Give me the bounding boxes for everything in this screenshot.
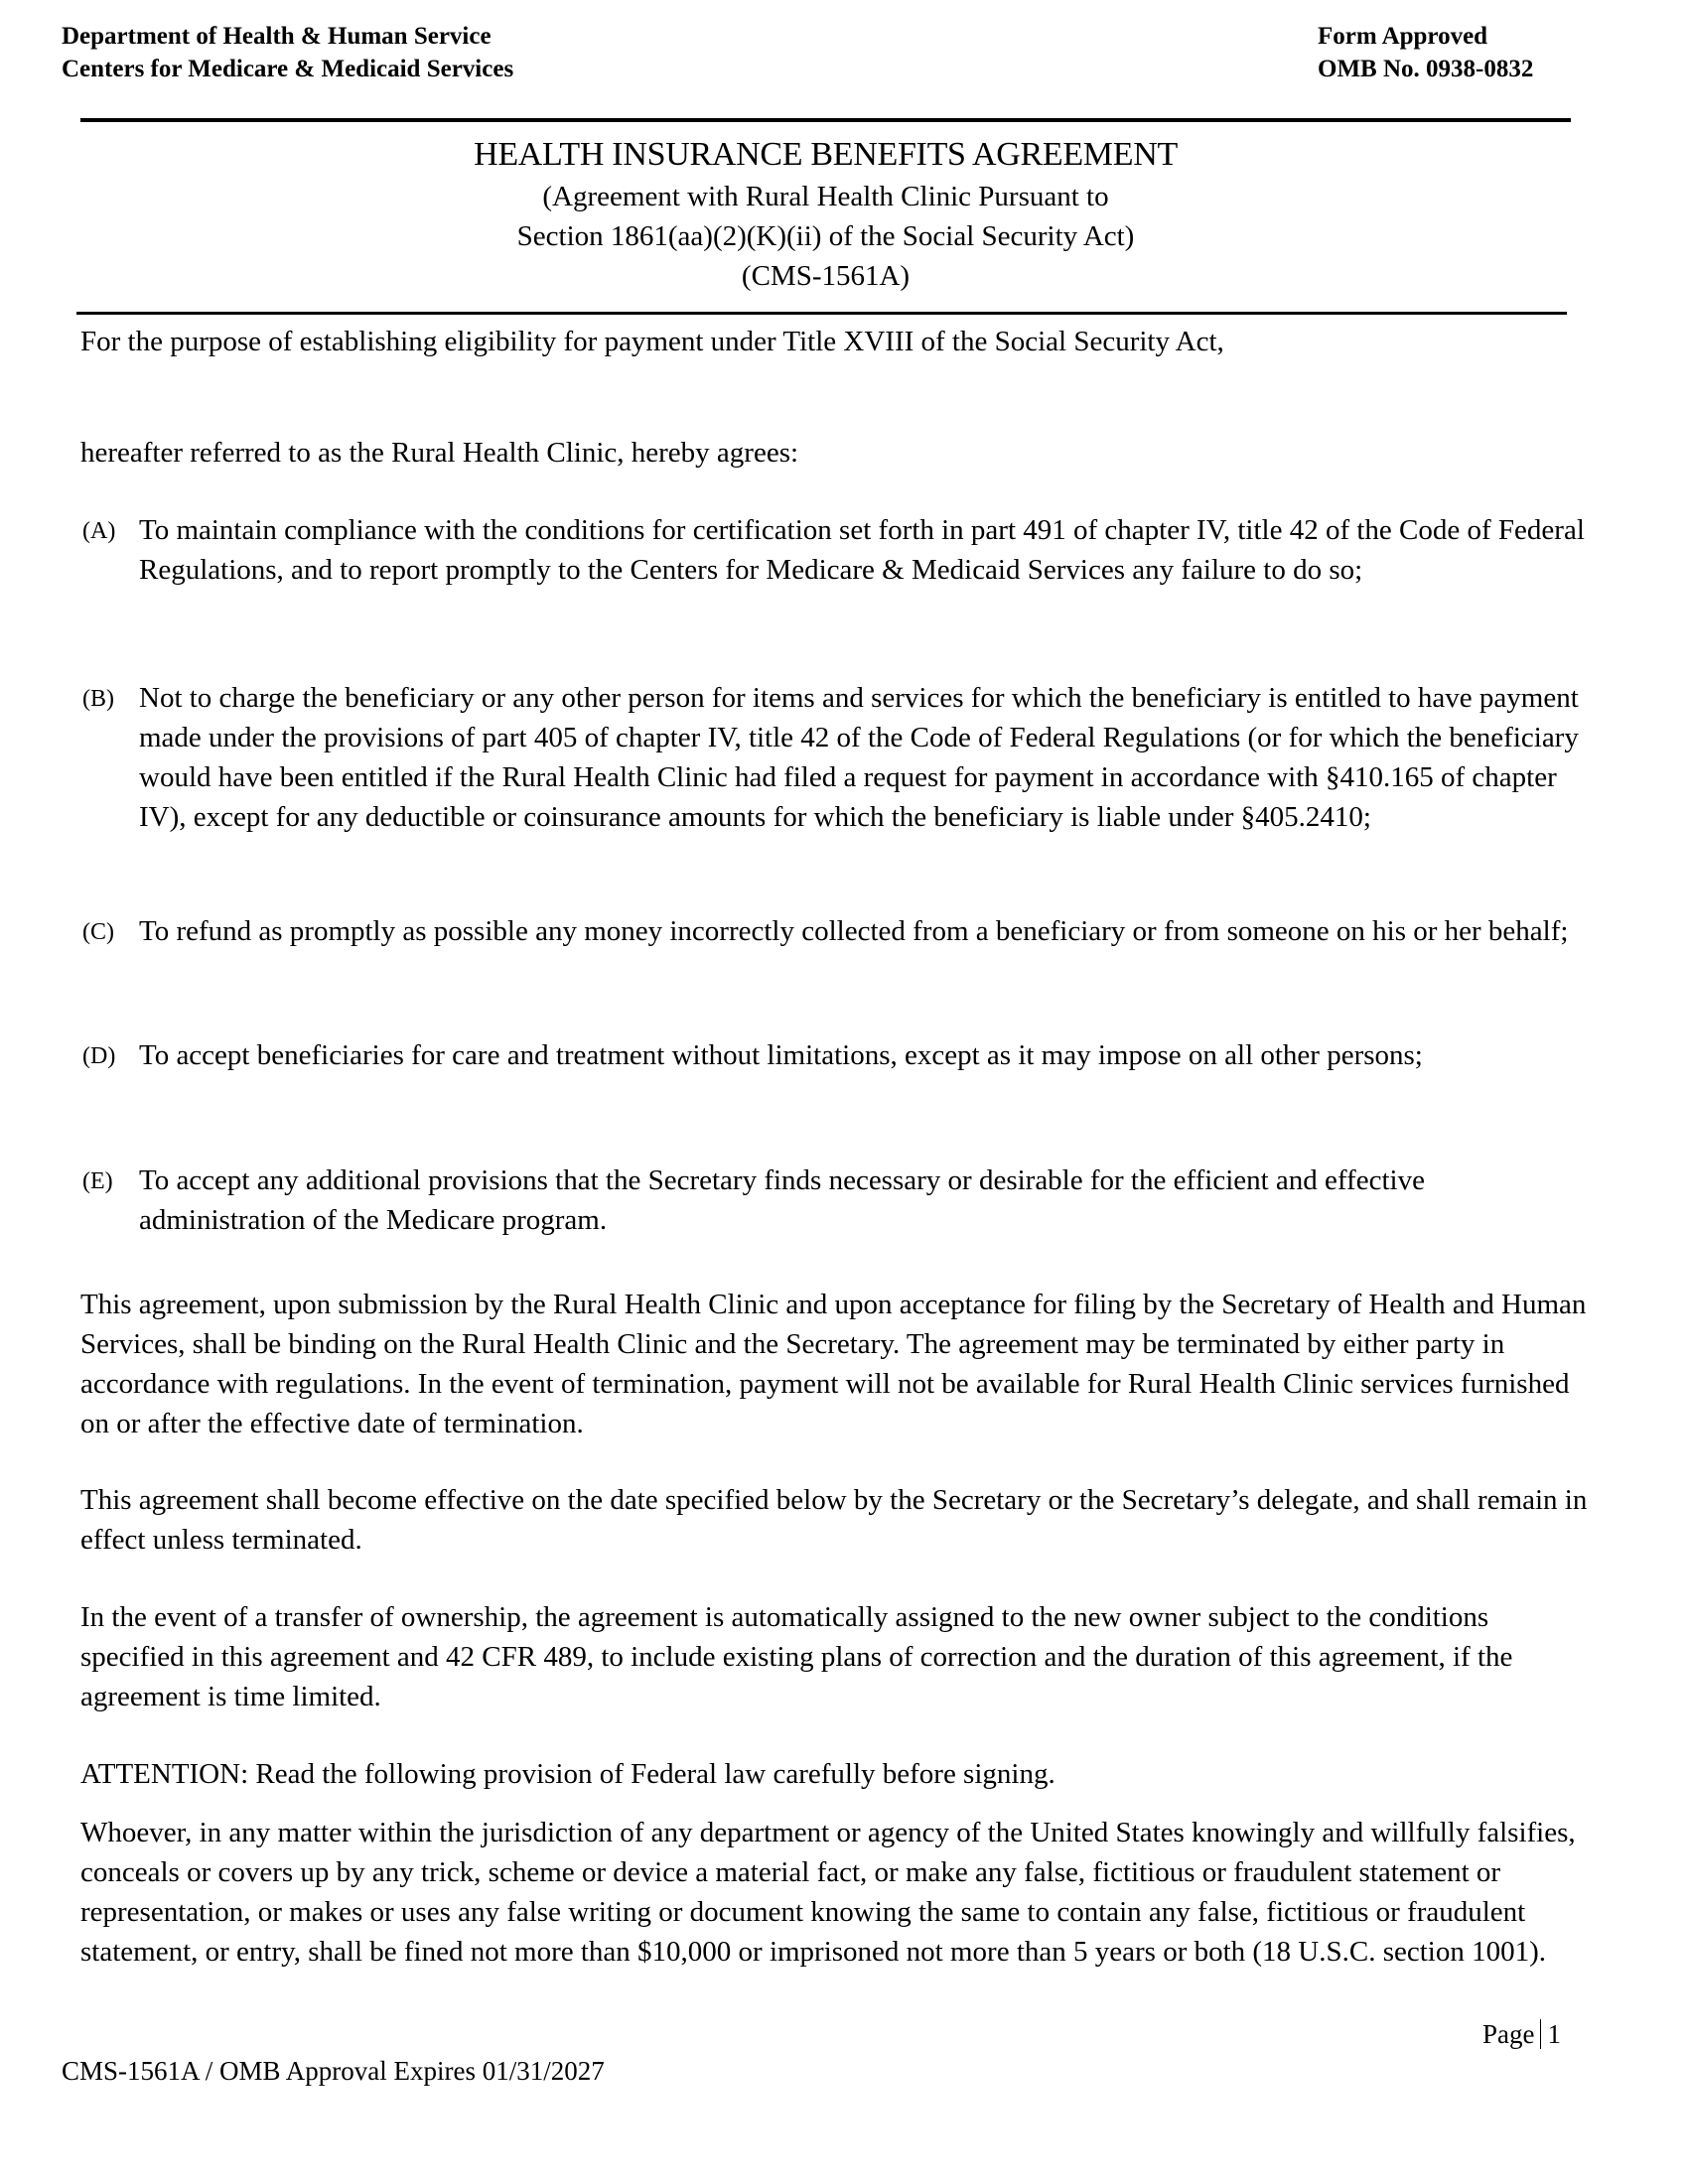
provision-marker: (B) — [82, 686, 114, 712]
agency-line-2: Centers for Medicare & Medicaid Services — [62, 56, 514, 82]
form-expiry-footer: CMS-1561A / OMB Approval Expires 01/31/2027 — [62, 2056, 605, 2086]
provision-marker: (D) — [82, 1043, 116, 1069]
document-subtitle-line-1: (Agreement with Rural Health Clinic Pursuant to — [542, 181, 1109, 212]
document-subtitle-line-2: Section 1861(aa)(2)(K)(ii) of the Social Security Act) — [516, 220, 1135, 252]
agency-header — [62, 20, 513, 85]
provision-a — [80, 510, 1590, 590]
document-title-block — [80, 133, 1571, 296]
provision-text: To accept beneficiaries for care and treatment without limitations, except as it may impose on all other persons; — [139, 1039, 1423, 1071]
document-title: HEALTH INSURANCE BENEFITS AGREEMENT — [474, 136, 1178, 173]
header-divider-bottom — [76, 312, 1567, 315]
provision-text: Not to charge the beneficiary or any other person for items and services for which the beneficiary is entitled to have payment made under the provisions of part 405 of chapter IV, title 42 of the Code of Federal Regulations (or for which the beneficiary would have been entitled if the Rural Health Clinic had filed a request for payment in accordance with §410.165 of chapter IV), except for any deductible or coinsurance amounts for which the beneficiary is liable under §405.2410; — [139, 682, 1579, 833]
provision-text: To maintain compliance with the conditions for certification set forth in part 491 of chapter IV, title 42 of the Code of Federal Regulations, and to report promptly to the Centers for Medicare & Medicaid Services any failure to do so; — [139, 514, 1585, 586]
provision-text: To accept any additional provisions that the Secretary finds necessary or desirable for the efficient and effective administration of the Medicare program. — [139, 1164, 1425, 1236]
form-approved-label: Form Approved — [1318, 23, 1488, 50]
effective-date-paragraph: This agreement shall become effective on the date specified below by the Secretary or the Secretary’s delegate, and shall remain in effect unless terminated. — [80, 1484, 1588, 1556]
attention-notice: ATTENTION: Read the following provision of Federal law carefully before signing. — [80, 1758, 1055, 1790]
omb-approval-block — [1318, 20, 1533, 85]
form-code: (CMS-1561A) — [741, 260, 911, 292]
provision-c — [80, 911, 1590, 951]
provision-marker: (E) — [82, 1168, 113, 1194]
transfer-of-ownership-paragraph: In the event of a transfer of ownership, the agreement is automatically assigned to the new owner subject to the conditions specified in this agreement and 42 CFR 489, to include existing plans of correction and the duration of this agreement, if the agreement is time limited. — [80, 1601, 1513, 1712]
provision-marker: (A) — [82, 518, 116, 544]
provision-marker: (C) — [82, 919, 114, 945]
agency-line-1: Department of Health & Human Service — [62, 23, 492, 50]
intro-agrees-text: hereafter referred to as the Rural Health Clinic, hereby agrees: — [80, 437, 799, 469]
intro-purpose-text: For the purpose of establishing eligibility for payment under Title XVIII of the Social Security Act, — [80, 326, 1224, 357]
binding-paragraph: This agreement, upon submission by the Rural Health Clinic and upon acceptance for filing by the Secretary of Health and Human Services, shall be binding on the Rural Health Clinic and the Secretary. The agreement may be terminated by either party in accordance with regulations. In the event of termination, payment will not be available for Rural Health Clinic services furnished on or after the effective date of termination. — [80, 1289, 1587, 1439]
provision-d — [80, 1035, 1590, 1075]
provision-e — [80, 1160, 1590, 1240]
header-divider-top — [80, 118, 1571, 122]
penalty-provision: Whoever, in any matter within the jurisdiction of any department or agency of the United States knowingly and willfully falsifies, conceals or covers up by any trick, scheme or device a material fact, or make any false, fictitious or fraudulent statement or representation, or makes or uses any false writing or document knowing the same to contain any false, fictitious or fraudulent statement, or entry, shall be fined not more than $10,000 or imprisoned not more than 5 years or both (18 U.S.C. section 1001). — [80, 1817, 1576, 1968]
page-indicator — [1482, 2016, 1561, 2052]
page-label: Page — [1482, 2019, 1535, 2049]
omb-number: OMB No. 0938-0832 — [1318, 56, 1534, 82]
provision-text: To refund as promptly as possible any money incorrectly collected from a beneficiary or from someone on his or her behalf; — [139, 915, 1569, 947]
provision-b — [80, 678, 1590, 837]
page-separator — [1540, 2019, 1541, 2049]
page-number: 1 — [1547, 2019, 1561, 2049]
